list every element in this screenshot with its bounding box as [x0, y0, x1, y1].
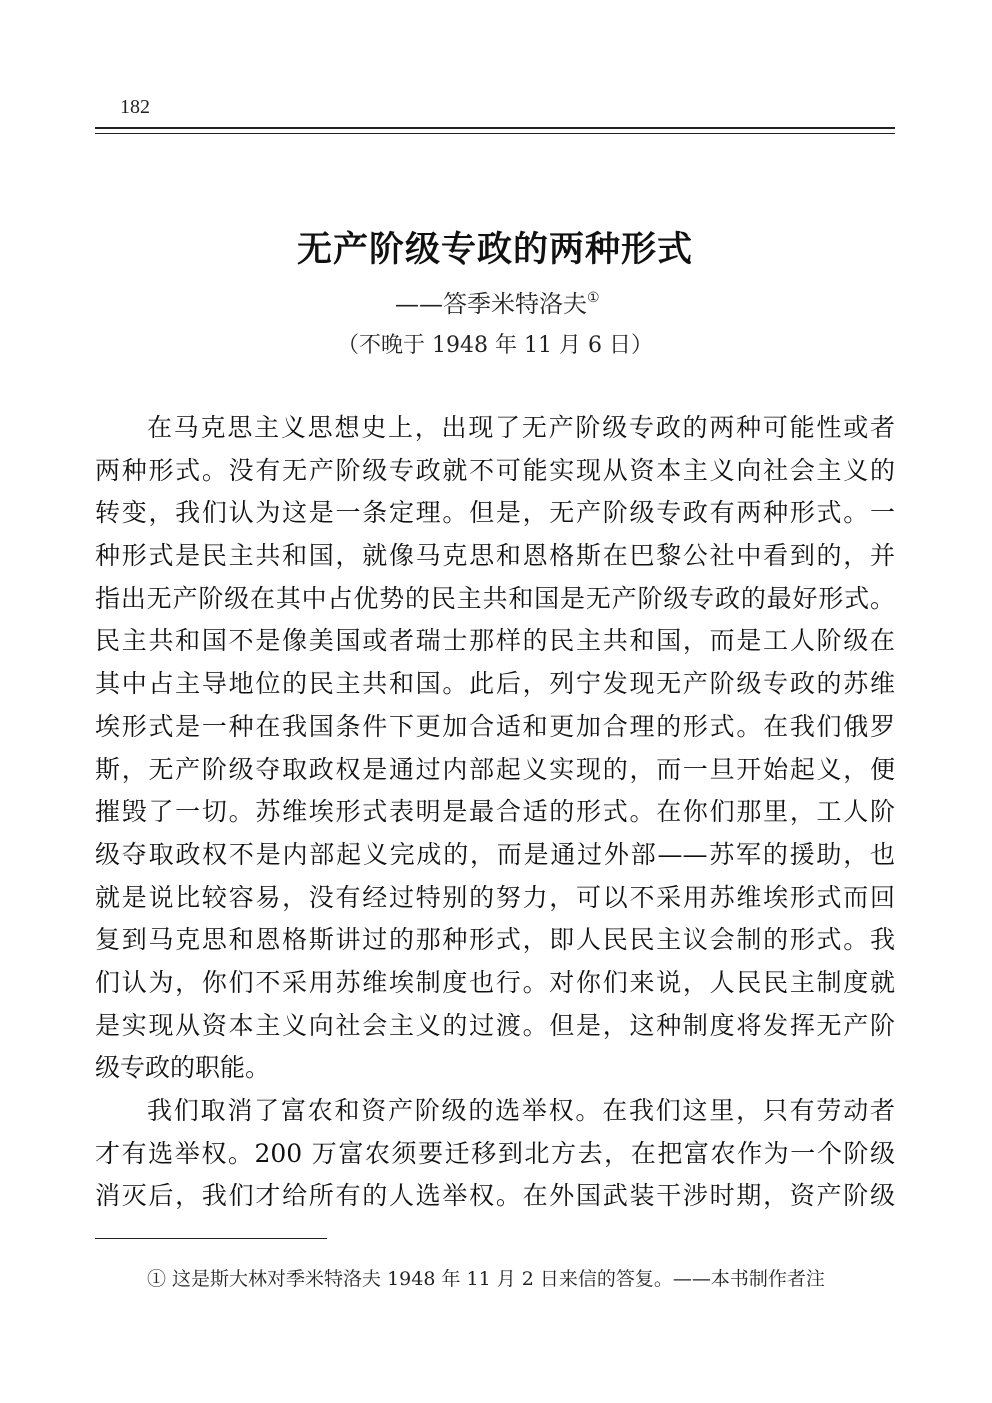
text-line: 种形式是民主共和国，就像马克思和恩格斯在巴黎公社中看到的，并 — [95, 541, 895, 571]
text-line: 级专政的职能。 — [95, 1053, 271, 1083]
text-line: 摧毁了一切。苏维埃形式表明是最合适的形式。在你们那里，工人阶 — [95, 797, 895, 827]
text-line: 我们取消了富农和资产阶级的选举权。在我们这里，只有劳动者 — [147, 1096, 895, 1125]
header-rule-thin — [95, 133, 895, 134]
article-subtitle — [395, 284, 600, 319]
page-number: 182 — [120, 96, 150, 118]
footnote-rule — [95, 1238, 327, 1239]
text-line: 就是说比较容易，没有经过特别的努力，可以不采用苏维埃形式而回 — [95, 882, 895, 912]
subtitle-text: ——答季米特洛夫 — [395, 290, 587, 318]
text-line: 指出无产阶级在其中占优势的民主共和国是无产阶级专政的最好形式。 — [95, 583, 895, 613]
footnote: ① 这是斯大林对季米特洛夫 1948 年 11 月 2 日来信的答复。——本书制作者注 — [147, 1268, 825, 1290]
text-line: 民主共和国不是像美国或者瑞士那样的民主共和国，而是工人阶级在 — [95, 626, 895, 656]
article-title: 无产阶级专政的两种形式 — [296, 230, 693, 270]
article-date: （不晚于 1948 年 11 月 6 日） — [337, 333, 653, 358]
text-line: 才有选举权。200 万富农须要迁移到北方去，在把富农作为一个阶级 — [95, 1138, 895, 1168]
text-line: 是实现从资本主义向社会主义的过渡。但是，这种制度将发挥无产阶 — [95, 1010, 895, 1040]
header-rule-thick — [95, 127, 895, 129]
text-line: 消灭后，我们才给所有的人选举权。在外国武装干涉时期，资产阶级 — [95, 1181, 895, 1211]
text-line: 级夺取政权不是内部起义完成的，而是通过外部——苏军的援助，也 — [95, 839, 895, 869]
text-line: 其中占主导地位的民主共和国。此后，列宁发现无产阶级专政的苏维 — [95, 669, 895, 699]
text-line: 们认为，你们不采用苏维埃制度也行。对你们来说，人民民主制度就 — [95, 967, 895, 997]
text-line: 埃形式是一种在我国条件下更加合适和更加合理的形式。在我们俄罗 — [95, 711, 895, 741]
text-line: 斯，无产阶级夺取政权是通过内部起义实现的，而一旦开始起义，便 — [95, 754, 895, 784]
text-line: 在马克思主义思想史上，出现了无产阶级专政的两种可能性或者 — [147, 413, 895, 442]
text-line: 复到马克思和恩格斯讲过的那种形式，即人民民主议会制的形式。我 — [95, 925, 895, 955]
body-text — [95, 407, 895, 1218]
text-line: 两种形式。没有无产阶级专政就不可能实现从资本主义向社会主义的 — [95, 455, 895, 485]
footnote-marker: ① — [587, 290, 600, 306]
text-line: 转变，我们认为这是一条定理。但是，无产阶级专政有两种形式。一 — [95, 498, 895, 528]
